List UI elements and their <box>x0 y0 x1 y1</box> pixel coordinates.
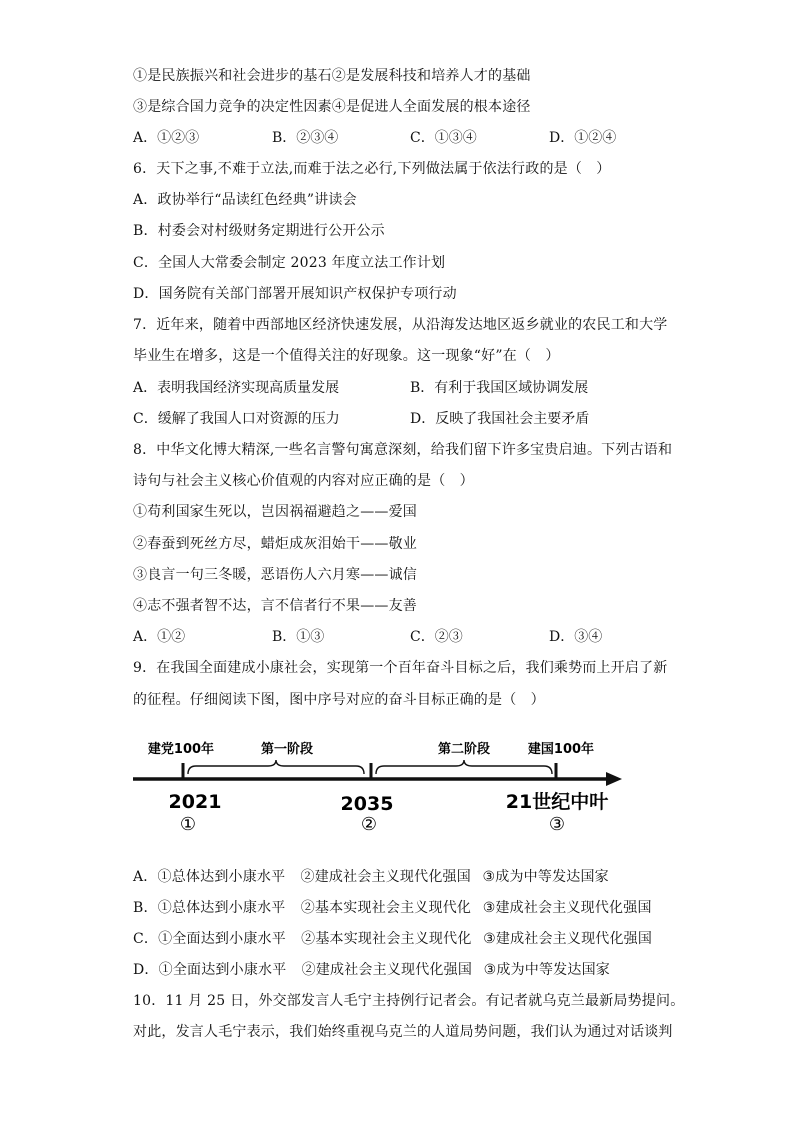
q9-option-a[interactable] <box>133 867 609 887</box>
q8-item-2: ②春蚕到死丝方尽，蜡炬成灰泪始干——敬业 <box>133 536 417 552</box>
q5-option-a[interactable]: A．①②③ <box>133 130 200 146</box>
q9-option-d-part1: ①全面达到小康水平 <box>158 962 287 978</box>
q8-item-4: ④志不强者智不达，言不信者行不果——友善 <box>133 598 417 614</box>
marker-3: ③ <box>548 814 566 835</box>
q9-option-c[interactable] <box>133 929 652 949</box>
q9-option-a-part2: ②建成社会主义现代化强国 <box>300 869 471 885</box>
year-2021: 2021 <box>168 791 222 813</box>
q9-option-c-part3: ③建成社会主义现代化强国 <box>483 931 653 947</box>
q9-option-d-part2: ②建成社会主义现代化强国 <box>301 962 473 978</box>
q9-stem-line-1: 9．在我国全面建成小康社会，实现第一个百年奋斗目标之后，我们乘势而上开启了新 <box>133 660 668 676</box>
q7-option-b[interactable]: B．有利于我国区域协调发展 <box>410 380 589 396</box>
marker-2: ② <box>360 814 378 835</box>
label-stage2: 第二阶段 <box>437 742 491 757</box>
q8-item-3: ③良言一句三冬暖，恶语伤人六月寒——诚信 <box>133 567 417 583</box>
q10-stem-line-1: 10．11 月 25 日，外交部发言人毛宁主持例行记者会。有记者就乌克兰最新局势提问。 <box>133 993 685 1009</box>
q8-option-a[interactable]: A．①② <box>133 629 186 645</box>
q7-option-a[interactable]: A．表明我国经济实现高质量发展 <box>133 380 340 396</box>
q8-option-c[interactable]: C．②③ <box>410 629 463 645</box>
q7-stem-line-1: 7．近年来，随着中西部地区经济快速发展，从沿海发达地区返乡就业的农民工和大学 <box>133 317 668 333</box>
q6-option-a[interactable]: A．政协举行“品读红色经典”讲读会 <box>133 192 357 208</box>
q8-stem-line-1: 8．中华文化博大精深,一些名言警句寓意深刻，给我们留下许多宝贵启迪。下列古语和 <box>133 442 673 458</box>
q8-option-d[interactable]: D．③④ <box>549 629 603 645</box>
q9-option-c-letter: C． <box>133 931 159 947</box>
q9-option-b-part1: ①总体达到小康水平 <box>157 900 286 916</box>
label-nation-100: 建国100年 <box>527 742 595 757</box>
q9-option-b-letter: B． <box>133 900 158 916</box>
q9-option-c-part1: ①全面达到小康水平 <box>158 931 286 947</box>
stage2-brace <box>376 760 552 774</box>
q9-option-a-part1: ①总体达到小康水平 <box>157 869 286 885</box>
q6-option-d[interactable]: D．国务院有关部门部署开展知识产权保护专项行动 <box>133 286 457 302</box>
q7-stem-line-2: 毕业生在增多，这是一个值得关注的好现象。这一现象“好”在（ ） <box>133 348 560 364</box>
year-2035: 2035 <box>340 793 394 815</box>
q9-option-b[interactable] <box>133 898 652 918</box>
q6-option-b[interactable]: B．村委会对村级财务定期进行公开公示 <box>133 223 385 239</box>
q9-option-a-letter: A． <box>133 869 158 885</box>
q8-stem-line-2: 诗句与社会主义核心价值观的内容对应正确的是（ ） <box>133 473 474 489</box>
q7-option-c[interactable]: C．缓解了我国人口对资源的压力 <box>133 411 340 427</box>
q9-option-d-letter: D． <box>133 962 159 978</box>
q5-statement-line-2: ③是综合国力竞争的决定性因素④是促进人全面发展的根本途径 <box>133 99 531 115</box>
q9-option-b-part2: ②基本实现社会主义现代化 <box>300 900 472 916</box>
q7-option-d[interactable]: D．反映了我国社会主要矛盾 <box>410 411 590 427</box>
label-party-100: 建党100年 <box>147 742 215 757</box>
q9-option-d[interactable] <box>133 960 610 980</box>
timeline-arrowhead <box>606 772 622 786</box>
q9-option-a-part3: ③成为中等发达国家 <box>482 869 609 885</box>
q5-statement-line-1: ①是民族振兴和社会进步的基石②是发展科技和培养人才的基础 <box>133 68 531 84</box>
q6-stem: 6．天下之事,不难于立法,而难于法之必行,下列做法属于依法行政的是（ ） <box>133 161 611 177</box>
q6-option-c[interactable]: C．全国人大常委会制定 2023 年度立法工作计划 <box>133 255 446 271</box>
marker-1: ① <box>179 814 197 835</box>
q5-option-b[interactable]: B．②③④ <box>272 130 339 146</box>
q10-stem-line-2: 对此，发言人毛宁表示，我们始终重视乌克兰的人道局势问题，我们认为通过对话谈判 <box>133 1024 673 1040</box>
stage1-brace <box>188 760 364 774</box>
q9-option-c-part2: ②基本实现社会主义现代化 <box>301 931 472 947</box>
q9-option-d-part3: ③成为中等发达国家 <box>483 962 610 978</box>
q8-item-1: ①苟利国家生死以，岂因祸福避趋之——爱国 <box>133 504 417 520</box>
q5-option-d[interactable]: D．①②④ <box>549 130 617 146</box>
q8-option-b[interactable]: B．①③ <box>272 629 325 645</box>
q9-option-b-part3: ③建成社会主义现代化强国 <box>482 900 652 916</box>
year-mid-21st-century: 21世纪中叶 <box>505 791 609 813</box>
q9-stem-line-2: 的征程。仔细阅读下图，图中序号对应的奋斗目标正确的是（ ） <box>133 692 545 708</box>
q5-option-c[interactable]: C．①③④ <box>410 130 477 146</box>
label-stage1: 第一阶段 <box>260 742 314 757</box>
